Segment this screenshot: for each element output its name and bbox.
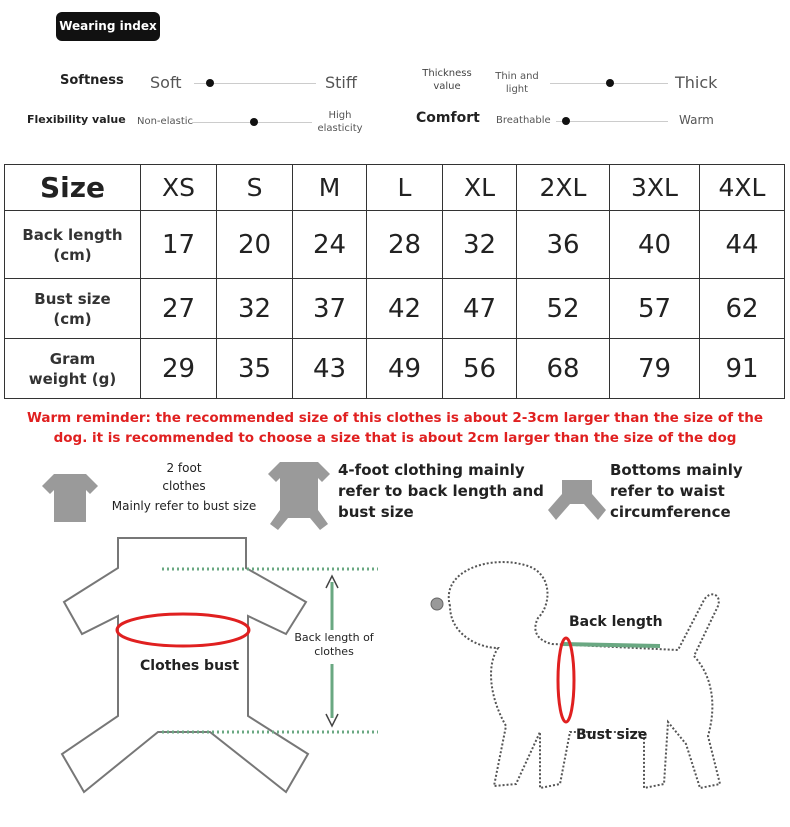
back-length-of-clothes-label: Back length of clothes bbox=[294, 631, 374, 658]
table-cell: 68 bbox=[517, 339, 610, 399]
table-cell: 37 bbox=[293, 279, 367, 339]
table-cell: 28 bbox=[367, 211, 443, 279]
comfort-label: Comfort bbox=[416, 110, 480, 126]
table-cell: 36 bbox=[517, 211, 610, 279]
comfort-right: Warm bbox=[679, 113, 714, 127]
softness-label: Softness bbox=[60, 73, 124, 88]
table-cell: 17 bbox=[141, 211, 217, 279]
dog-measurement-diagram bbox=[420, 548, 740, 800]
thickness-right: Thick bbox=[675, 73, 718, 92]
dog-back-length-label: Back length bbox=[569, 614, 663, 630]
size-s: S bbox=[217, 165, 293, 211]
table-cell: 24 bbox=[293, 211, 367, 279]
table-cell: 27 bbox=[141, 279, 217, 339]
table-cell: 44 bbox=[700, 211, 785, 279]
table-row-gram-weight bbox=[5, 339, 785, 399]
thickness-marker bbox=[606, 79, 614, 87]
table-cell: 91 bbox=[700, 339, 785, 399]
thickness-label: Thickness value bbox=[422, 68, 472, 92]
softness-right: Stiff bbox=[325, 73, 357, 92]
comfort-left: Breathable bbox=[496, 115, 551, 126]
four-foot-caption: 4-foot clothing mainly refer to back length and bust size bbox=[338, 461, 544, 521]
table-cell: 79 bbox=[610, 339, 700, 399]
thickness-left: Thin and light bbox=[495, 71, 539, 95]
flexibility-right: High elasticity bbox=[317, 110, 363, 134]
table-cell: 32 bbox=[443, 211, 517, 279]
size-xs: XS bbox=[141, 165, 217, 211]
row-label-bust-size: Bust size (cm) bbox=[5, 279, 141, 339]
table-cell: 57 bbox=[610, 279, 700, 339]
size-3xl: 3XL bbox=[610, 165, 700, 211]
size-4xl: 4XL bbox=[700, 165, 785, 211]
softness-marker bbox=[206, 79, 214, 87]
size-m: M bbox=[293, 165, 367, 211]
size-header-row bbox=[5, 165, 785, 211]
comfort-marker bbox=[562, 117, 570, 125]
table-cell: 29 bbox=[141, 339, 217, 399]
table-cell: 62 bbox=[700, 279, 785, 339]
table-cell: 56 bbox=[443, 339, 517, 399]
table-row-back-length bbox=[5, 211, 785, 279]
flexibility-left: Non-elastic bbox=[137, 116, 194, 127]
table-cell: 49 bbox=[367, 339, 443, 399]
bottoms-caption: Bottoms mainly refer to waist circumference bbox=[610, 461, 743, 521]
size-l: L bbox=[367, 165, 443, 211]
table-cell: 43 bbox=[293, 339, 367, 399]
comfort-track bbox=[556, 121, 668, 122]
table-cell: 40 bbox=[610, 211, 700, 279]
bottoms-icon bbox=[546, 478, 608, 524]
table-row-bust-size bbox=[5, 279, 785, 339]
flexibility-marker bbox=[250, 118, 258, 126]
size-corner: Size bbox=[5, 165, 141, 211]
four-foot-clothes-icon bbox=[266, 460, 332, 530]
warm-reminder: Warm reminder: the recommended size of this clothes is about 2-3cm larger than the size of the dog. it is recommended to choose a size that is about 2cm larger than the size of the dog bbox=[26, 410, 763, 446]
two-foot-clothes-icon bbox=[40, 472, 100, 524]
dog-bust-size-label: Bust size bbox=[576, 727, 648, 743]
size-2xl: 2XL bbox=[517, 165, 610, 211]
table-cell: 32 bbox=[217, 279, 293, 339]
softness-left: Soft bbox=[150, 73, 182, 92]
table-cell: 35 bbox=[217, 339, 293, 399]
size-xl: XL bbox=[443, 165, 517, 211]
flexibility-label: Flexibility value bbox=[27, 113, 126, 126]
wearing-index-badge: Wearing index bbox=[56, 12, 160, 41]
table-cell: 52 bbox=[517, 279, 610, 339]
two-foot-caption: 2 foot clothes Mainly refer to bust size bbox=[111, 461, 257, 513]
row-label-back-length: Back length (cm) bbox=[5, 211, 141, 279]
table-cell: 47 bbox=[443, 279, 517, 339]
clothes-bust-label: Clothes bust bbox=[140, 658, 240, 674]
size-table bbox=[4, 164, 785, 399]
table-cell: 20 bbox=[217, 211, 293, 279]
row-label-gram-weight: Gram weight (g) bbox=[5, 339, 141, 399]
table-cell: 42 bbox=[367, 279, 443, 339]
